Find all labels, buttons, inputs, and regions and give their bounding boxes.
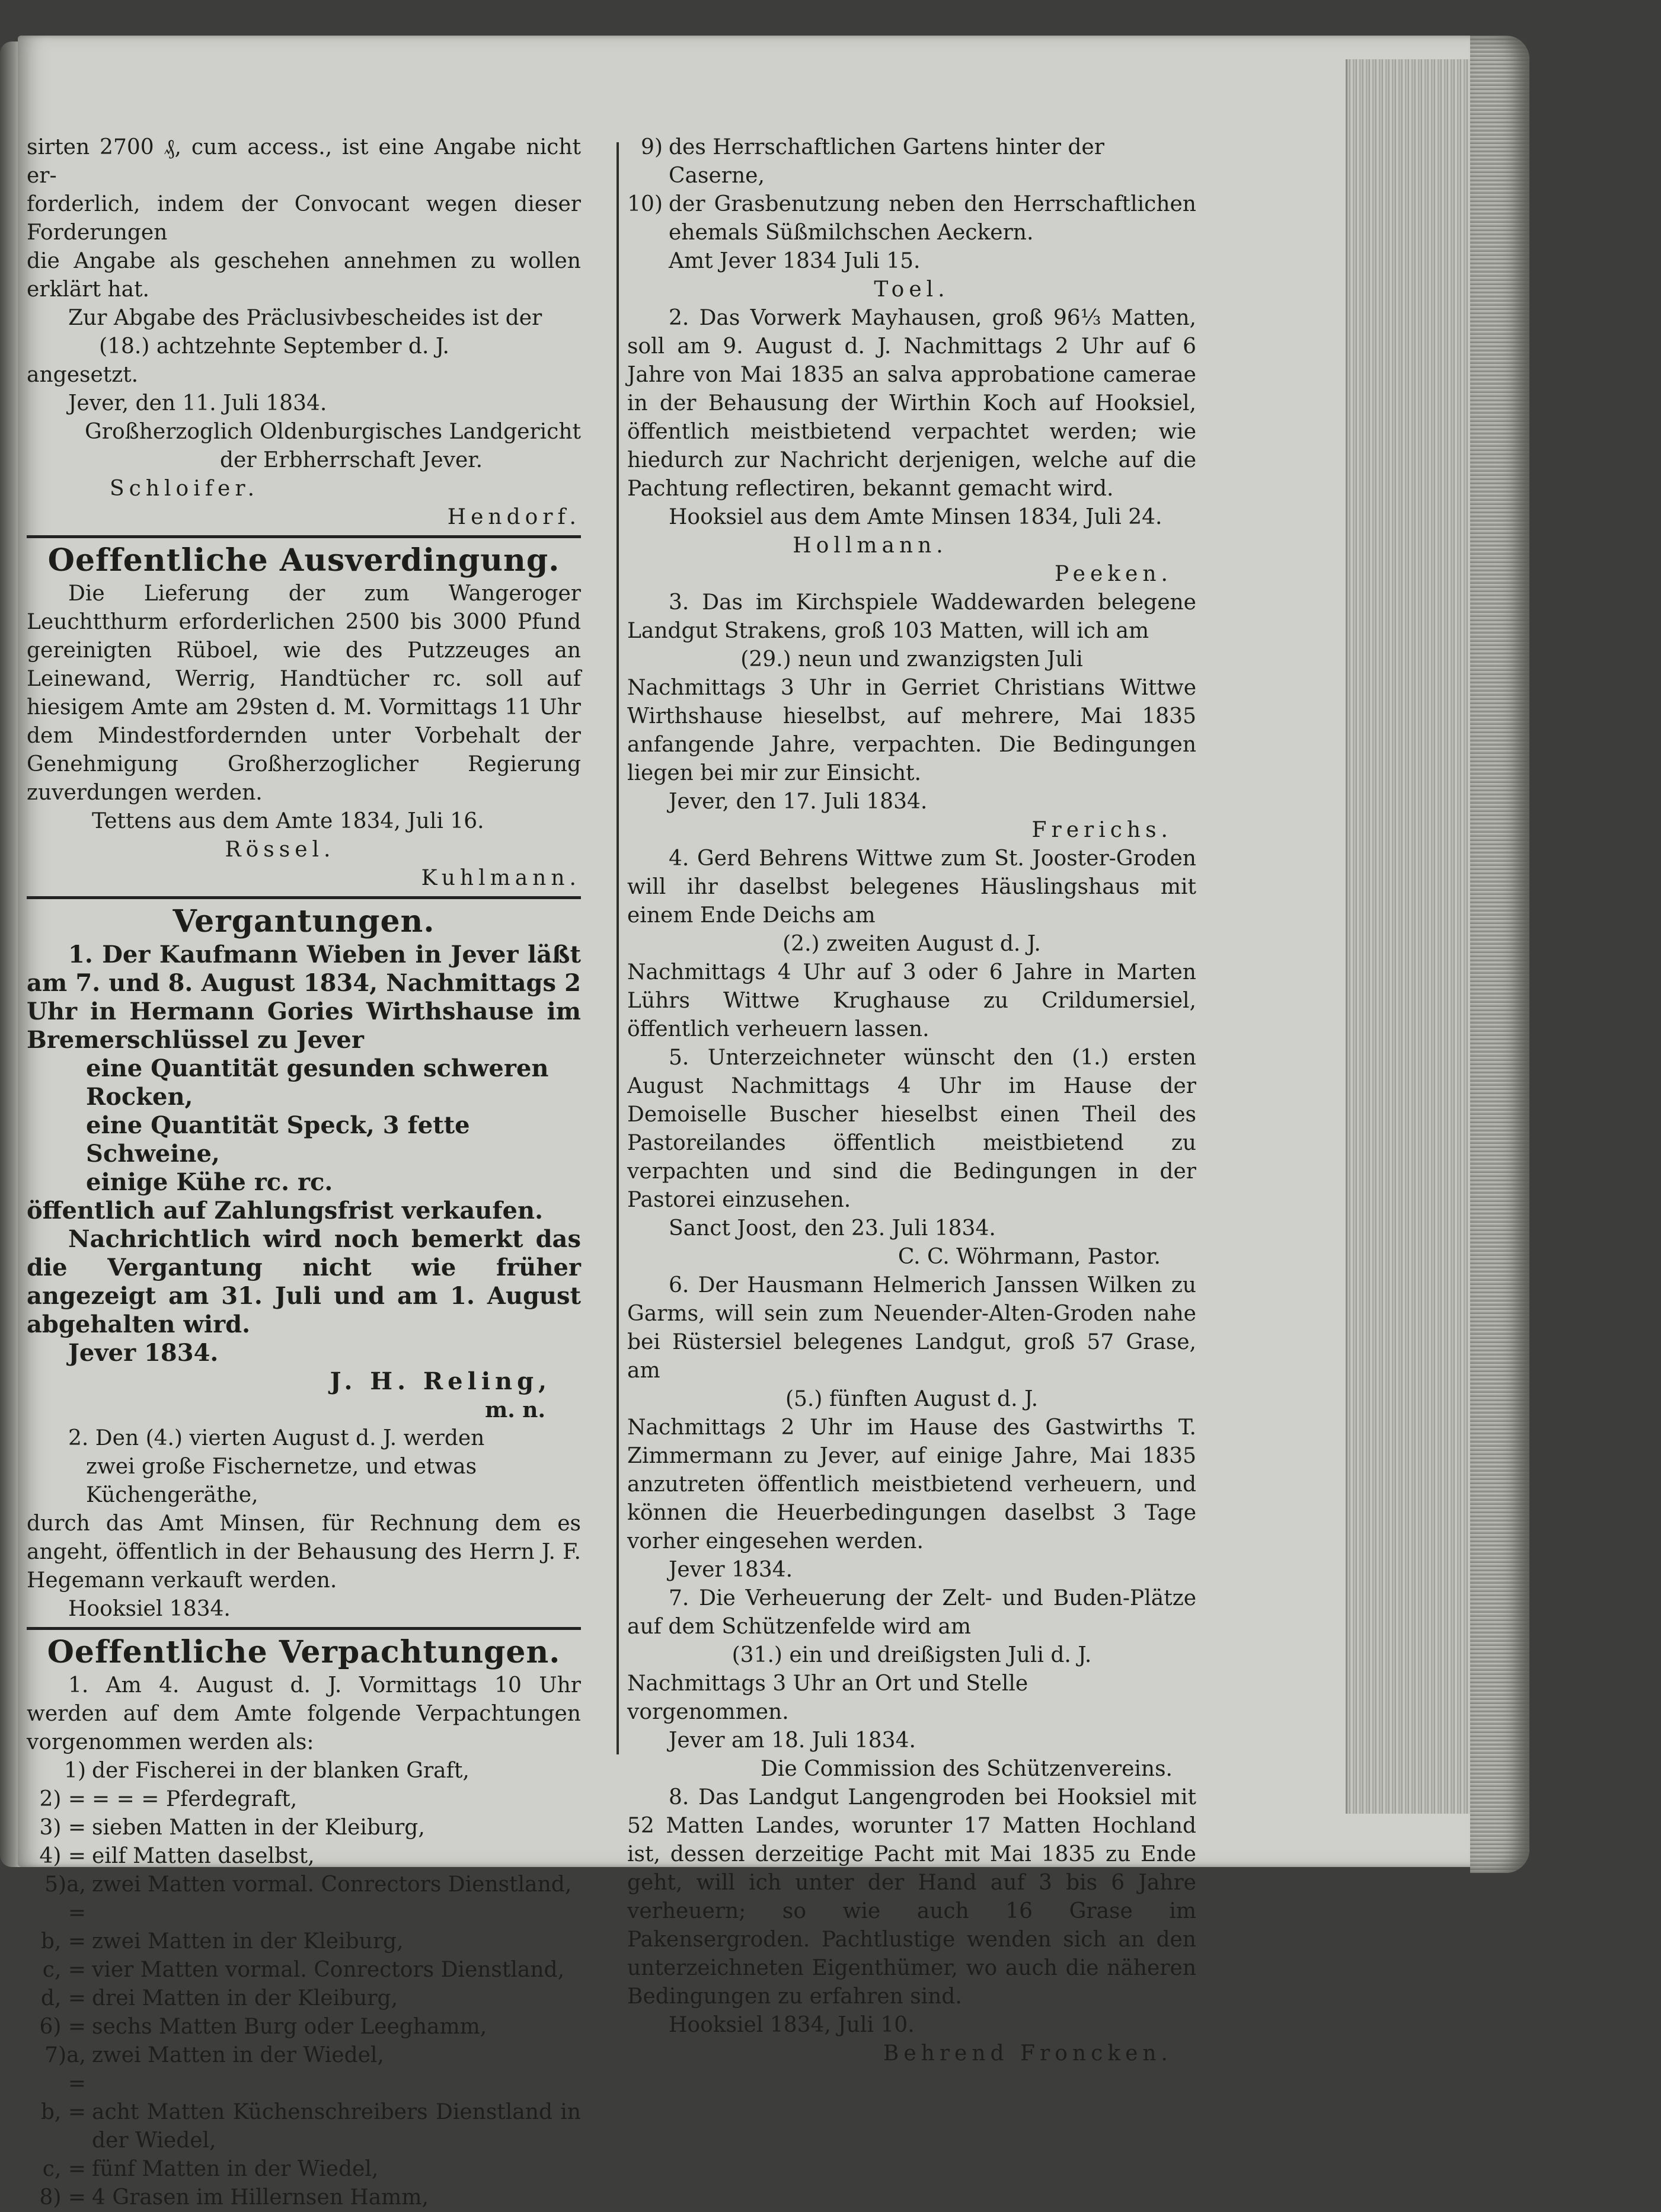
paragraph: Nachrichtlich wird noch bemerkt das die Vergantung nicht wie früher angezeigt am 31. Juli und am 1. August abgehalten wird. — [27, 1225, 581, 1338]
list-item — [27, 2098, 581, 2155]
signature: Kuhlmann. — [421, 866, 581, 890]
list-item-number: 1) — [64, 1759, 86, 1783]
page-edges — [1346, 59, 1484, 1814]
list-item-text: drei Matten in der Kleiburg, — [92, 1986, 398, 2010]
signature: Behrend Froncken. — [883, 2041, 1173, 2066]
list-item-text: zwei Matten vormal. Conrectors Dienstland, — [92, 1872, 572, 1897]
court-name: Großherzoglich Oldenburgisches Landgericht — [85, 420, 581, 444]
paragraph: durch das Amt Minsen, für Rechnung dem es angeht, öffentlich in der Behausung des Herrn J. F. Hegemann verkauft werden. — [27, 1511, 581, 1593]
goods-line: einige Kühe rc. rc. — [86, 1168, 333, 1196]
paragraph: Nachmittags 3 Uhr an Ort und Stelle vorgenommen. — [627, 1671, 1028, 1724]
list-item — [27, 1785, 581, 1814]
list-item-text: der Grasbenutzung neben den Herrschaftlichen ehemals Süßmilchschen Aeckern. — [669, 192, 1196, 245]
intro-line: forderlich, indem der Convocant wegen dieser Forderungen — [27, 192, 581, 245]
signature: C. C. Wöhrmann, Pastor. — [897, 1245, 1161, 1269]
list-item-number: d, = — [40, 1986, 86, 2010]
paragraph: öffentlich auf Zahlungsfrist verkaufen. — [27, 1197, 543, 1225]
paragraph: 1. Der Kaufmann Wieben in Jever läßt am 7. und 8. August 1834, Nachmittags 2 Uhr in Hermann Gories Wirthshause im Bremerschlüssel zu Jever — [27, 941, 581, 1054]
intro-line: die Angabe als geschehen annehmen zu wollen erklärt hat. — [27, 249, 581, 302]
section-rule — [27, 896, 581, 899]
goods-line: eine Quantität Speck, 3 fette Schweine, — [86, 1111, 470, 1168]
list-item-text: sechs Matten Burg oder Leeghamm, — [92, 2015, 487, 2039]
section-title: Oeffentliche Verpachtungen. — [47, 1634, 561, 1670]
signature: J. H. Reling, — [330, 1367, 551, 1395]
section-title: Oeffentliche Ausverdingung. — [47, 542, 560, 578]
paragraph: Nachmittags 4 Uhr auf 3 oder 6 Jahre in Marten Lührs Wittwe Krughause zu Crildumersiel, öffentlich verheuern lassen. — [627, 960, 1196, 1041]
list-item-number: c, = — [42, 2157, 86, 2181]
list-item — [27, 1984, 581, 2013]
angesetzt: angesetzt. — [27, 363, 139, 387]
list-item-number: c, = — [42, 1958, 86, 1982]
section-rule — [27, 535, 581, 538]
intro-line: sirten 2700 ₰, cum access., ist eine Angabe nicht er- — [27, 135, 581, 188]
list-item — [27, 2184, 581, 2212]
place-date: Hooksiel 1834. — [68, 1597, 231, 1621]
list-item-number: 7)a, = — [44, 2043, 86, 2096]
paragraph: 6. Der Hausmann Helmerich Janssen Wilken zu Garms, will sein zum Neuender-Alten-Groden nahe bei Rüstersiel belegenes Landgut, groß 57 Grase, am — [627, 1273, 1196, 1383]
date-term: (2.) zweiten August d. J. — [782, 932, 1041, 956]
list-item — [27, 1757, 581, 1785]
list-item — [627, 190, 1196, 247]
date-term: (29.) neun und zwanzigsten Juli — [740, 647, 1083, 672]
list-item-text: vier Matten vormal. Conrectors Dienstland, — [92, 1958, 565, 1982]
signature: Rössel. — [225, 838, 336, 862]
place-date: Hooksiel 1834, Juli 10. — [669, 2013, 915, 2037]
list-item-text: = = = Pferdegraft, — [92, 1787, 298, 1811]
list-item-text: eilf Matten daselbst, — [92, 1844, 315, 1868]
book-cover — [1470, 36, 1529, 1873]
list-item-number: 5)a, = — [44, 1872, 86, 1925]
list-item — [27, 1956, 581, 1984]
signature: Peeken. — [1055, 562, 1173, 586]
place-date: Jever 1834. — [669, 1558, 793, 1582]
list-item — [27, 1842, 581, 1871]
list-item-text: 4 Grasen im Hillernsen Hamm, — [92, 2185, 429, 2210]
paragraph: Nachmittags 2 Uhr im Hause des Gastwirths T. Zimmermann zu Jever, auf einige Jahre, Mai 1835 anzutreten öffentlich meistbietend verheuern, und können die Heuerbedingungen daselbst 3 Tage vorher eingesehen werden. — [627, 1415, 1196, 1553]
list-item-number: b, = — [40, 1929, 86, 1954]
place-date: Sanct Joost, den 23. Juli 1834. — [669, 1216, 996, 1241]
signature-sub: m. n. — [485, 1398, 545, 1423]
place-date: Jever 1834. — [68, 1339, 219, 1367]
place-date: Tettens aus dem Amte 1834, Juli 16. — [92, 809, 484, 833]
list-item-number: 3) = — [39, 1815, 86, 1840]
paragraph: 2. Den (4.) vierten August d. J. werden — [68, 1426, 485, 1450]
date-term: (31.) ein und dreißigsten Juli d. J. — [732, 1643, 1092, 1667]
list-item-text: sieben Matten in der Kleiburg, — [92, 1815, 425, 1840]
list-item-text: zwei Matten in der Kleiburg, — [92, 1929, 404, 1954]
intro-line: Zur Abgabe des Präclusivbescheides ist der — [68, 306, 542, 330]
list-item — [27, 1927, 581, 1956]
paragraph: 2. Das Vorwerk Mayhausen, groß 96⅓ Matten, soll am 9. August d. J. Nachmittags 2 Uhr auf 6 Jahre von Mai 1835 an salva approbatione camerae in der Behausung der Wirthin Koch auf Hooksiel, öffentlich meistbietend verpachtet werden; wie hiedurch zur Nachricht derjenigen, welche auf die Pachtung reflectiren, bekannt gemacht wird. — [627, 306, 1196, 501]
list-item-number: 4) = — [39, 1844, 86, 1868]
signature: Die Commission des Schützenvereins. — [760, 1757, 1173, 1781]
list-item-number: 9) — [641, 135, 663, 159]
list-item-text: acht Matten Küchenschreibers Dienstland in der Wiedel, — [92, 2100, 581, 2153]
section-title: Vergantungen. — [173, 903, 435, 939]
paragraph: 3. Das im Kirchspiele Waddewarden belegene Landgut Strakens, groß 103 Matten, will ich am — [627, 590, 1196, 643]
list-item — [627, 133, 1196, 190]
paragraph: 8. Das Landgut Langengroden bei Hooksiel mit 52 Matten Landes, worunter 17 Matten Hochland ist, dessen derzeitige Pacht mit Mai 1835 zu Ende geht, will ich unter der Hand auf 3 bis 6 Jahre verheuern; so wie auch 16 Grase im Pakensergroden. Pachtlustige wenden sich an den unterzeichneten Eigenthümer, wo auch die näheren Bedingungen zu erfahren sind. — [627, 1785, 1196, 2009]
list-item-number: 10) — [627, 192, 663, 216]
list-item — [27, 1814, 581, 1842]
paragraph: Die Lieferung der zum Wangeroger Leuchtthurm erforderlichen 2500 bis 3000 Pfund gereinigten Rüboel, wie des Putzzeuges an Leinewand, Werrig, Handtücher rc. soll auf hiesigem Amte am 29sten d. M. Vormittags 11 Uhr dem Mindestfordernden unter Vorbehalt der Genehmigung Großherzoglicher Regierung zuverdungen werden. — [27, 581, 581, 805]
list-item — [27, 2013, 581, 2041]
paragraph: 4. Gerd Behrens Wittwe zum St. Jooster-Groden will ihr daselbst belegenes Häuslingshaus mit einem Ende Deichs am — [627, 846, 1196, 928]
list-item-text: fünf Matten in der Wiedel, — [92, 2157, 379, 2181]
signature: Schloifer. — [110, 477, 260, 501]
paragraph: 1. Am 4. August d. J. Vormittags 10 Uhr werden auf dem Amte folgende Verpachtungen vorgenommen werden als: — [27, 1673, 581, 1754]
paragraph: Nachmittags 3 Uhr in Gerriet Christians Wittwe Wirthshause hieselbst, auf mehrere, Mai 1835 anfangende Jahre, verpachten. Die Bedingungen liegen bei mir zur Einsicht. — [627, 676, 1196, 785]
paragraph: 7. Die Verheuerung der Zelt- und Buden-Plätze auf dem Schützenfelde wird am — [627, 1586, 1196, 1639]
list-item-text: der Fischerei in der blanken Graft, — [92, 1759, 469, 1783]
section-rule — [27, 1627, 581, 1630]
date-term: (5.) fünften August d. J. — [785, 1387, 1039, 1411]
place-date: Hooksiel aus dem Amte Minsen 1834, Juli 24. — [669, 505, 1162, 529]
signature: Hollmann. — [793, 533, 948, 558]
column-rule — [617, 142, 619, 1754]
list-item — [27, 1871, 581, 1927]
list-item-number: 2) = — [39, 1787, 86, 1811]
paragraph: zwei große Fischernetze, und etwas Küchengeräthe, — [86, 1455, 477, 1507]
list-item-text: des Herrschaftlichen Gartens hinter der Caserne, — [669, 135, 1104, 188]
list-item-number: b, = — [40, 2100, 86, 2124]
date-term: (18.) achtzehnte September d. J. — [99, 334, 449, 359]
place-date: Jever, den 17. Juli 1834. — [669, 789, 928, 814]
signature: Toel. — [874, 277, 950, 302]
list-item — [27, 2041, 581, 2098]
signature: Hendorf. — [447, 505, 581, 529]
list-item-number: 8) = — [39, 2185, 86, 2210]
right-column — [627, 133, 1196, 2068]
place-date: Jever, den 11. Juli 1834. — [68, 391, 327, 415]
paragraph: 5. Unterzeichneter wünscht den (1.) ersten August Nachmittags 4 Uhr im Hause der Demoiselle Buscher hieselbst einen Theil des Pastoreilandes öffentlich meistbietend zu verpachten und sind die Bedingungen in der Pastorei einzusehen. — [627, 1046, 1196, 1212]
list-item-number: 6) = — [39, 2015, 86, 2039]
place-date: Jever am 18. Juli 1834. — [669, 1728, 916, 1753]
goods-line: eine Quantität gesunden schweren Rocken, — [86, 1054, 549, 1111]
signature: Frerichs. — [1031, 818, 1173, 842]
left-column — [27, 133, 581, 2212]
list-item-text: zwei Matten in der Wiedel, — [92, 2043, 384, 2067]
court-name: der Erbherrschaft Jever. — [219, 448, 483, 472]
place-date: Amt Jever 1834 Juli 15. — [669, 249, 921, 273]
list-item — [27, 2155, 581, 2184]
